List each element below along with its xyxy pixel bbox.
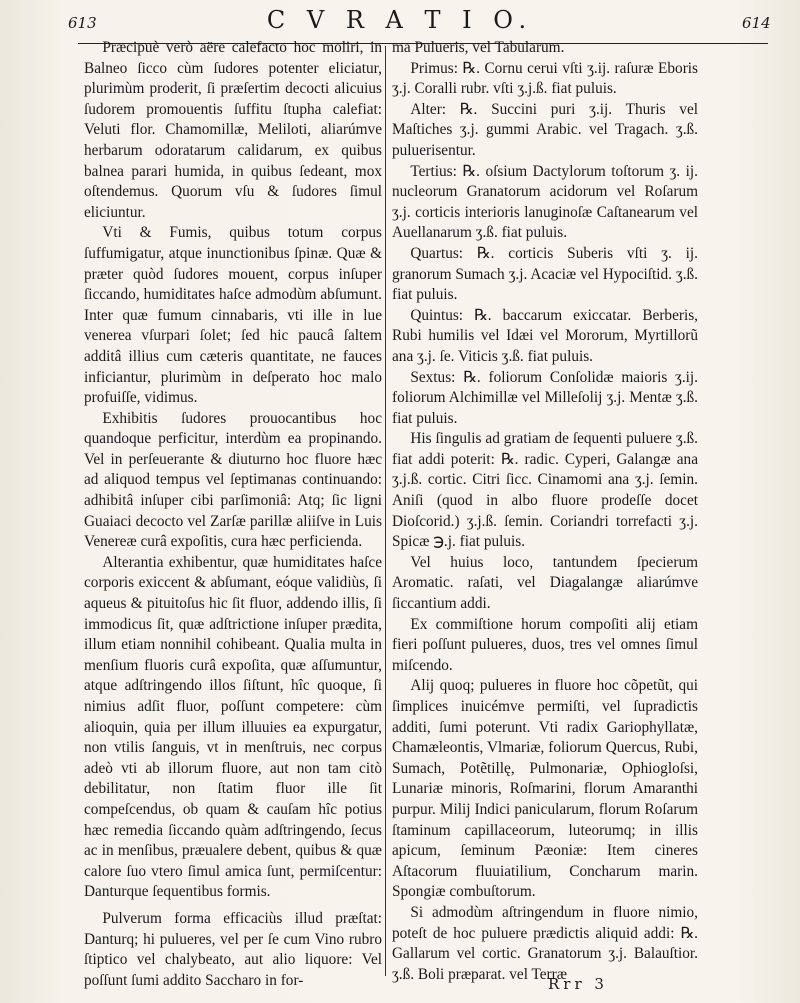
column-rule xyxy=(385,46,386,976)
paragraph: Vti & Fumis, quibus totum corpus ſuffumigatur, atque inunctionibus ſpinæ. Quæ & præter quòd ſudores mouent, corpus inſuper ſiccando, humiditates haſce admodùm abſumunt. Inter quæ fumum cinnabaris, vti ille in lue venerea vſurpari ſolet; ſed hic paucâ ſaltem additâ illius cum cæteris quantitate, ne fauces inficiantur, plurimùm in deſperato hoc malo profuiſſe, vidimus. xyxy=(84,224,382,407)
paragraph: Alterantia exhibentur, quæ humiditates haſce corporis exiccent & abſumant, eóque validiùs, ſi aqueus & pituitoſus hic ſit fluor, addendo illis, ſi immodicus ſit, quæ adſtrictione inſuper prædita, illum etiam nonnihil cohibeant. Qualia multa in menſium fluoris curâ expoſita, quæ aſſumuntur, atque adſtringendo illos ſiſtunt, hîc quoque, ſi nimius adſit fluor, poſſunt competere: cùm alioquin, quia per illum illuuies ea expurgatur, non vtilis ſanguis, vt in menſtruis, nec corpus adeò vti ab illorum fluore, aut non tam citò debilitatur, non ſtatim fluor ille ſit compeſcendus, ob quam & cauſam hîc potius hæc remedia ſiccando quàm adſtringendo, ſecus ac in menſibus, præualere debent, quibus & quæ calore ſuo vtero ſimul amica ſunt, permiſcentur: Danturque ſequentibus formis. xyxy=(84,553,382,901)
paragraph: Quartus: ℞. corticis Suberis vſti ʒ. ij. granorum Sumach ʒ.j. Acaciæ vel Hypociſtid. ʒ.ß. fiat puluis. xyxy=(392,244,698,304)
running-head: C V R A T I O. xyxy=(266,6,534,34)
right-column xyxy=(392,38,698,985)
page-number-right: 614 xyxy=(742,14,771,32)
paragraph: Sextus: ℞. foliorum Conſolidæ maioris ʒ.ij. foliorum Alchimillæ vel Milleſolij ʒ.j. Mentæ ʒ.ß. fiat puluis. xyxy=(392,368,698,427)
paragraph: Alter: ℞. Succini puri ʒ.ij. Thuris vel Maſtiches ʒ.j. gummi Arabic. vel Tragach. ʒ.ß. puluerisentur. xyxy=(392,100,698,159)
paragraph: Vel huius loco, tantundem ſpecierum Aromatic. raſati, vel Diagalangæ aliarúmve ſiccantium addi. xyxy=(392,553,698,613)
paragraph: Pulverum forma efficaciùs illud præſtat: Danturq; hi pulueres, vel per ſe cum Vino rubro ſtiptico vel chalybeato, aut alio liquore: Vel poſſunt ſumi addito Saccharo in for- xyxy=(84,909,382,989)
paragraph: Primus: ℞. Cornu cerui vſti ʒ.ij. raſuræ Eboris ʒ.j. Coralli rubr. vſti ʒ.j.ß. fiat puluis. xyxy=(392,59,698,98)
paragraph: Alij quoq; pulueres in fluore hoc cõpetũt, qui ſimplices inuicémve permiſti, vel ſupradictis additi, ſumi poterunt. Vti radix Gariophyllatæ, Chamæleontis, Vlmariæ, foliorum Quercus, Rubi, Sumach, Potẽtillę, Pulmonariæ, Ophiogloſsi, Lunariæ minoris, Roſmarini, florum Amaranthi purpur. Milij Indici panicularum, florum Roſarum ſtaminum capillaceorum, luteorumq; in illis apicum, ſeminum Pæoniæ: Item cineres Aſtacorum fluuiatilium, Concharum marin. Spongiæ combuſtorum. xyxy=(392,677,698,901)
left-column xyxy=(84,38,382,991)
paragraph: Tertius: ℞. oſsium Dactylorum toſtorum ʒ. ij. nucleorum Granatorum acidorum vel Roſarum ʒ.j. corticis interioris lanuginoſæ Caſtanearum vel Auellanarum ʒ.ß. fiat puluis. xyxy=(392,162,698,242)
paragraph: Si admodùm aſtringendum in fluore nimio, poteſt de hoc puluere prædictis aliquid addi: ℞. Gallarum vel cortic. Granatorum ʒ.j. Balauſtior. ʒ.ß. Boli præparat. vel Terræ xyxy=(392,903,698,983)
paragraph: ma Pulueris, vel Tabularum. xyxy=(392,39,565,56)
paragraph: Ex commiſtione horum compoſiti alij etiam fieri poſſunt pulueres, duos, tres vel omnes ſimul miſcendo. xyxy=(392,615,698,674)
paragraph: Præcipuè verò aëre calefacto hoc moliri, in Balneo ſicco cùm ſudores potenter eliciatur, plurimùm proderit, ſi præſertim decocti alicuius ſudorem promouentis ſuffitu ſtupha calefiat: Veluti flor. Chamomillæ, Meliloti, aliarúmve herbarum odoratarum calidarum, ex quibus balnea parari humida, in quibus ſedeant, mox oſtendemus. Quorum vſu & ſudores ſimul eliciuntur. xyxy=(84,39,382,221)
page-number-left: 613 xyxy=(68,14,97,32)
paragraph: Quintus: ℞. baccarum exiccatar. Berberis, Rubi humilis vel Idæi vel Mororum, Myrtillorũ ana ʒ.j. ſe. Viticis ʒ.ß. fiat puluis. xyxy=(392,306,698,365)
signature-mark: Rrr 3 xyxy=(548,975,608,993)
paragraph: Exhibitis ſudores prouocantibus hoc quandoque perficitur, interdùm ea propinando. Vel in perſeuerante & diuturno hoc fluore hæc ad aliquod tempus vel ſeptimanas continuando: adhibitâ inſuper cibi parſimoniâ: Atq; ſic ligni Guaiaci decocto vel Zarſæ parillæ aliiſve in Luis Venereæ curâ expoſitis, cura hæc perficienda. xyxy=(84,409,382,551)
paragraph: His ſingulis ad gratiam de ſequenti puluere ʒ.ß. fiat addi poterit: ℞. radic. Cyperi, Galangæ ana ʒ.j.ß. cortic. Citri ſicc. Cinamomi ana ʒ.j. ſemin. Aniſi (quod in albo fluore prodeſſe docet Dioſcorid.) ʒ.j.ß. ſemin. Coriandri torrefacti ʒ.j. Spicæ ℈.j. fiat puluis. xyxy=(392,430,698,551)
